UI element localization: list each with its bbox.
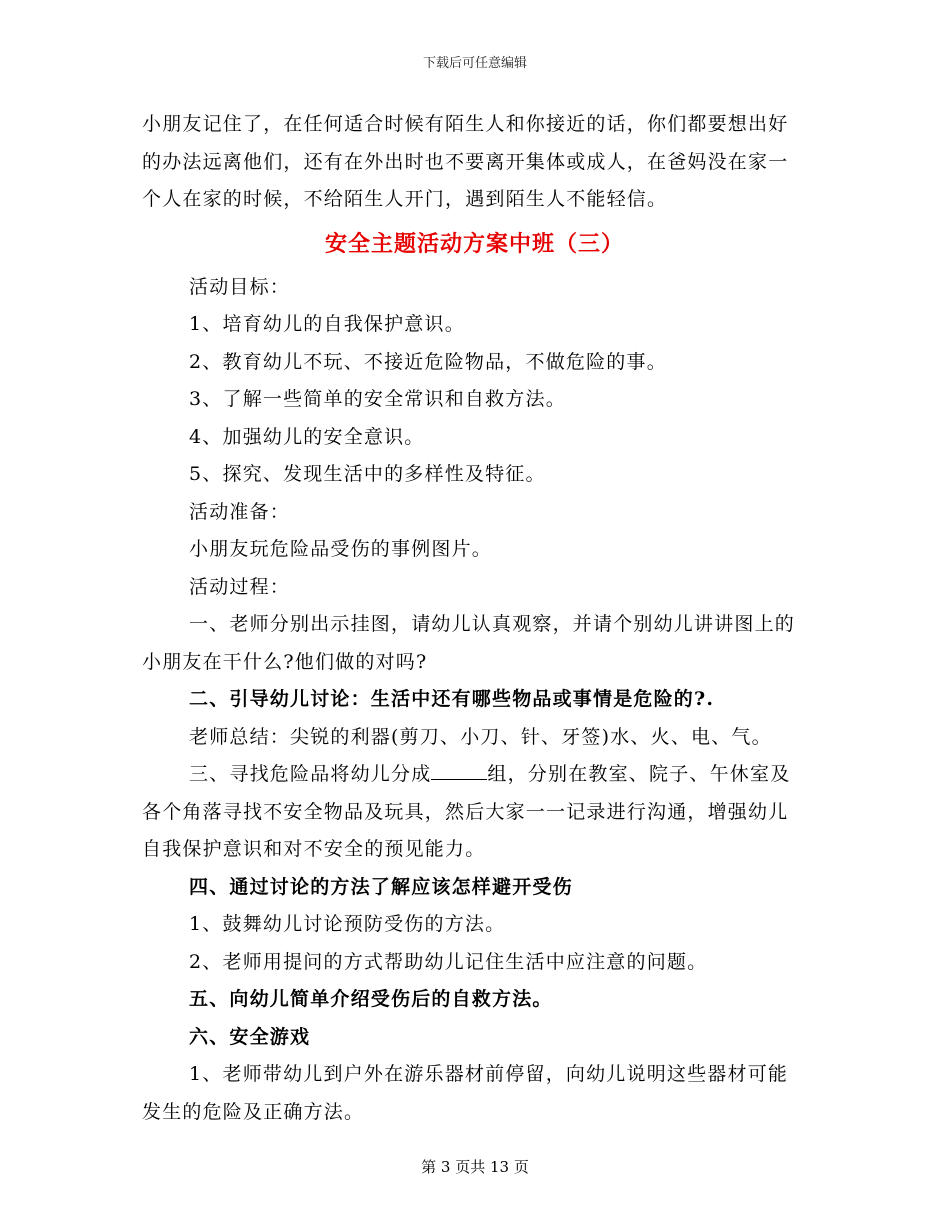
prep-text: 小朋友玩危险品受伤的事例图片。: [189, 538, 493, 560]
step-3-before: 三、寻找危险品将幼儿分成: [189, 763, 432, 785]
goal-item: 4、加强幼儿的安全意识。: [189, 425, 425, 448]
fill-in-blank: [431, 765, 487, 780]
step-3-after: 组，分别在教室、院子、午休室及各个角落寻找不安全物品及玩具，然后大家一一记录进行沟通，增强幼儿自我保护意识和对不安全的预见能力。: [142, 763, 791, 860]
step-2-summary: 老师总结：尖锐的利器(剪刀、小刀、针、牙签)水、火、电、气。: [189, 725, 772, 748]
step-1: 一、老师分别出示挂图，请幼儿认真观察，并请个别幼儿讲讲图上的小朋友在干什么?他们做的对吗?: [142, 613, 796, 673]
goal-item: 5、探究、发现生活中的多样性及特征。: [189, 463, 546, 485]
goal-item: 2、教育幼儿不玩、不接近危险物品，不做危险的事。: [189, 350, 667, 373]
step-4-item: 2、老师用提问的方式帮助幼儿记住生活中应注意的问题。: [189, 950, 708, 973]
goal-item: 3、了解一些简单的安全常识和自救方法。: [189, 388, 566, 410]
step-5: 五、向幼儿简单介绍受伤后的自救方法。: [189, 988, 553, 1010]
step-6-item: 1、老师带幼儿到户外在游乐器材前停留，向幼儿说明这些器材可能发生的危险及正确方法。: [142, 1063, 789, 1123]
section-title: 安全主题活动方案中班（三）: [324, 230, 624, 257]
intro-paragraph: 小朋友记住了，在任何适合时候有陌生人和你接近的话，你们都要想出好的办法远离他们，还有在外出时也不要离开集体或成人，在爸妈没在家一个人在家的时候，不给陌生人开门，遇到陌生人不能轻信。: [142, 113, 789, 210]
page-footer: 第 3 页共 13 页: [421, 1158, 529, 1176]
step-3: [142, 756, 807, 869]
prep-heading: 活动准备：: [189, 500, 291, 523]
goals-heading: 活动目标：: [189, 275, 291, 298]
step-4-item: 1、鼓舞幼儿讨论预防受伤的方法。: [189, 913, 506, 935]
goal-item: 1、培育幼儿的自我保护意识。: [189, 313, 465, 335]
step-4: 四、通过讨论的方法了解应该怎样避开受伤: [189, 875, 573, 898]
document-body: [142, 106, 807, 1131]
process-heading: 活动过程：: [189, 575, 291, 598]
step-6: 六、安全游戏: [189, 1025, 311, 1048]
page-header: 下载后可任意编辑: [422, 56, 527, 71]
step-2: 二、引导幼儿讨论：生活中还有哪些物品或事情是危险的?.: [189, 688, 715, 710]
